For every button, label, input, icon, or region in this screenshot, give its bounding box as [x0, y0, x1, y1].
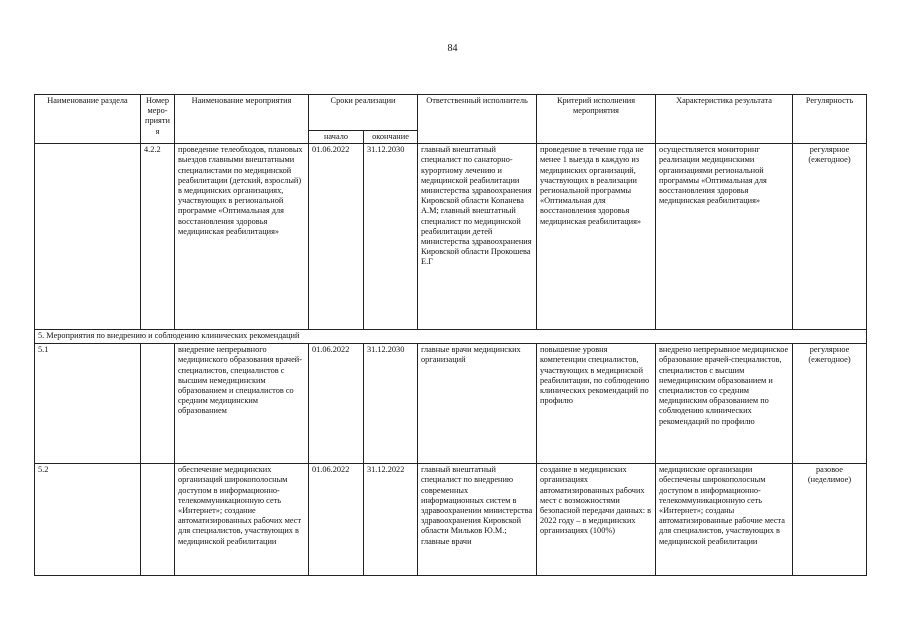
cell-number	[141, 344, 175, 464]
cell-criterion: проведение в течение года не менее 1 выезда в каждую из медицинских организаций, участвующих в реализации региональной программы «Оптимальная для восстановления здоровья медицинская реабилитация»	[537, 144, 656, 330]
section-header-row	[35, 330, 867, 344]
header-event-name: Наименование мероприятия	[175, 95, 309, 144]
cell-event: внедрение непрерывного медицинского образования врачей-специалистов, специалистов с высшим немедицинским образованием и специалистов со средним медицинским образованием	[175, 344, 309, 464]
cell-regularity: регулярное (ежегодное)	[793, 144, 867, 330]
events-table	[34, 94, 867, 576]
cell-end: 31.12.2030	[364, 344, 418, 464]
cell-number	[141, 464, 175, 576]
header-criterion: Критерий исполнения мероприятия	[537, 95, 656, 144]
table-row	[35, 344, 867, 464]
cell-result: осуществляется мониторинг реализации медицинскими организациями региональной программы «Оптимальная для восстановления здоровья медицинская реабилитация»	[656, 144, 793, 330]
cell-responsible: главный внештатный специалист по санаторно-курортному лечению и медицинской реабилитации министерства здравоохранения Кировской области Копанева А.М; главный внештатный специалист по медицинской реабилитации детей министерства здравоохранения Кировской области Прокошева Е.Г	[418, 144, 537, 330]
cell-number: 4.2.2	[141, 144, 175, 330]
cell-responsible: главный внештатный специалист по внедрению современных информационных систем в здравоохранении министерства здравоохранения Кировской области Мильков Ю.М.; главные врачи	[418, 464, 537, 576]
header-result: Характеристика результата	[656, 95, 793, 144]
cell-section	[35, 144, 141, 330]
cell-start: 01.06.2022	[309, 464, 364, 576]
cell-regularity: разовое (неделимое)	[793, 464, 867, 576]
header-responsible: Ответственный исполнитель	[418, 95, 537, 144]
header-section-name: Наименование раздела	[35, 95, 141, 144]
cell-start: 01.06.2022	[309, 344, 364, 464]
header-terms: Сроки реализации	[309, 95, 418, 131]
cell-end: 31.12.2022	[364, 464, 418, 576]
cell-responsible: главные врачи медицинских организаций	[418, 344, 537, 464]
header-start: начало	[309, 131, 364, 144]
cell-criterion: создание в медицинских организациях автоматизированных рабочих мест с возможностями безопасной передачи данных: в 2022 году – в медицинских организациях (100%)	[537, 464, 656, 576]
header-end: окончание	[364, 131, 418, 144]
cell-section: 5.1	[35, 344, 141, 464]
cell-end: 31.12.2030	[364, 144, 418, 330]
cell-result: медицинские организации обеспечены широкополосным доступом в информационно-телекоммуникационную сеть «Интернет»; созданы автоматизированные рабочие места для специалистов, участвующих в медицинской реабилитации	[656, 464, 793, 576]
cell-event: обеспечение медицинских организаций широкополосным доступом в информационно-телекоммуникационную сеть «Интернет»; создание автоматизированных рабочих мест для специалистов, участвующих в медицинской реабилитации	[175, 464, 309, 576]
cell-start: 01.06.2022	[309, 144, 364, 330]
header-number: Номер меро-приятия	[141, 95, 175, 144]
header-regularity: Регулярность	[793, 95, 867, 144]
cell-regularity: регулярное (ежегодное)	[793, 344, 867, 464]
cell-event: проведение телеобходов, плановых выездов главными внештатными специалистами по медицинской реабилитации (детский, взрослый) в медицинских организациях, участвующих в региональной программе «Оптимальная для восстановления здоровья медицинская реабилитация»	[175, 144, 309, 330]
table-row	[35, 464, 867, 576]
page-number: 84	[447, 43, 458, 54]
cell-section: 5.2	[35, 464, 141, 576]
section-5-title: 5. Мероприятия по внедрению и соблюдению клинических рекомендаций	[35, 330, 867, 344]
cell-result: внедрено непрерывное медицинское образование врачей-специалистов, специалистов с высшим немедицинским образованием и специалистов со средним медицинским образованием по соблюдению клинических рекомендаций по профилю	[656, 344, 793, 464]
cell-criterion: повышение уровня компетенции специалистов, участвующих в медицинской реабилитации, по соблюдению клинических рекомендаций по профилю	[537, 344, 656, 464]
table-row	[35, 144, 867, 330]
